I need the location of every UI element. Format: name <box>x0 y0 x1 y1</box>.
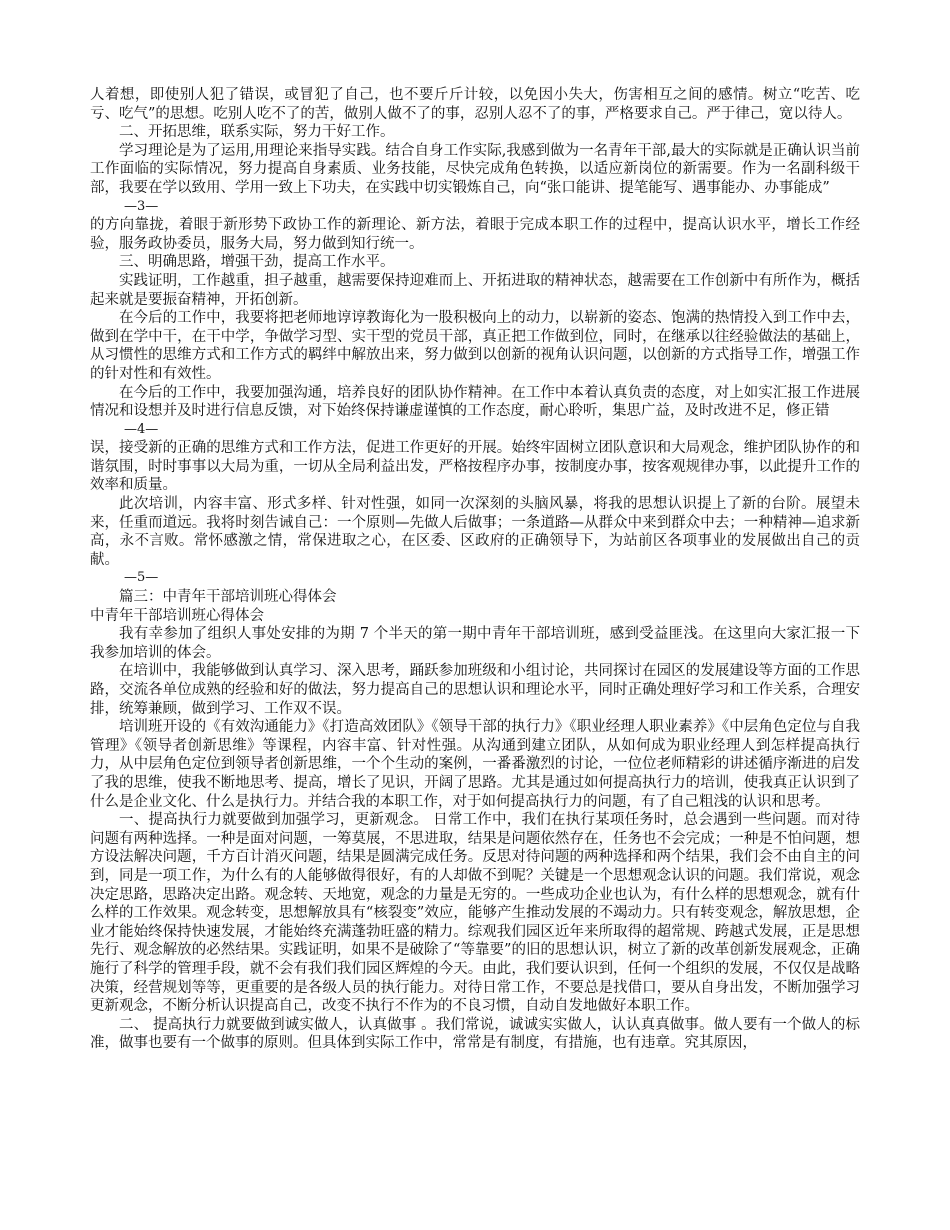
page-number: —3— <box>124 198 159 214</box>
paragraph: 学习理论是为了运用,用理论来指导实践。结合自身工作实际,我感到做为一名青年干部,最大的实际就是正确认识当前工作面临的实际情况，努力提高自身素质、业务技能，尽快完成角色转换，以适应新岗位的新需要。作为一名副科级干部，我要在学以致用、学用一致上下功夫，在实践中切实锻炼自己，向“张口能讲、提笔能写、遇事能办、办事能成” <box>90 142 860 196</box>
paragraph: 此次培训，内容丰富、形式多样、针对性强，如同一次深刻的头脑风暴，将我的思想认识提上了新的台阶。展望未来，任重而道远。我将时刻告诫自己：一个原则—先做人后做事；一条道路—从群众中来到群众中去；一种精神—追求新高，永不言败。常怀感激之情，常保进取之心，在区委、区政府的正确领导下，为站前区各项事业的发展做出自己的贡献。 <box>90 496 860 568</box>
paragraph: 二、开拓思维，联系实际，努力干好工作。 <box>119 124 395 141</box>
paragraph: 中青年干部培训班心得体会 <box>90 607 264 624</box>
document-body <box>90 86 860 1053</box>
paragraph: 三、明确思路，增强干劲，提高工作水平。 <box>119 254 395 271</box>
page-number: —5— <box>124 570 159 586</box>
paragraph: 误，接受新的正确的思维方式和工作方法，促进工作更好的开展。始终牢固树立团队意识和大局观念，维护团队协作的和谐氛围，时时事事以大局为重，一切从全局利益出发，严格按程序办事，按制度办事，按客观规律办事，以此提升工作的效率和质量。 <box>90 440 860 494</box>
paragraph: 实践证明，工作越重，担子越重，越需要保持迎难而上、开拓进取的精神状态，越需要在工作创新中有所作为，概括起来就是要振奋精神，开拓创新。 <box>90 272 860 308</box>
paragraph: 培训班开设的《有效沟通能力》《打造高效团队》《领导干部的执行力》《职业经理人职业素养》《中层角色定位与自我管理》《领导者创新思维》等课程，内容丰富、针对性强。从沟通到建立团队，从如何成为职业经理人到怎样提高执行力，从中层角色定位到领导者创新思维，一个个生动的案例，一番番激烈的讨论，一位位老师精彩的讲述循序渐进的启发了我的思维，使我不断地思考、提高，增长了见识，开阔了思路。尤其是通过如何提高执行力的培训，使我真正认识到了什么是企业文化、什么是执行力。并结合我的本职工作，对于如何提高执行力的问题，有了自己粗浅的认识和思考。 <box>90 719 860 810</box>
paragraph: 的方向靠拢，着眼于新形势下政协工作的新理论、新方法，着眼于完成本职工作的过程中，提高认识水平，增长工作经验，服务政协委员，服务大局，努力做到知行统一。 <box>90 217 860 252</box>
paragraph: 人着想，即使别人犯了错误，或冒犯了自己，也不要斤斤计较，以免因小失大，伤害相互之间的感情。树立“吃苦、吃亏、吃气”的思想。吃别人吃不了的苦，做别人做不了的事，忍别人忍不了的事，严格要求自己。严于律己，宽以待人。 <box>90 87 860 122</box>
paragraph: 在今后的工作中，我要加强沟通，培养良好的团队协作精神。在工作中本着认真负责的态度，对上如实汇报工作进展情况和设想并及时进行信息反馈，对下始终保持谦虚谨慎的工作态度，耐心聆听，集思广益，及时改进不足，修正错 <box>90 384 860 420</box>
paragraph: 在培训中，我能够做到认真学习、深入思考，踊跃参加班级和小组讨论，共同探讨在园区的发展建设等方面的工作思路，交流各单位成熟的经验和好的做法，努力提高自己的思想认识和理论水平，同时正确处理好学习和工作关系，合理安排，统筹兼顾，做到学习、工作双不误。 <box>90 663 860 717</box>
paragraph: 篇三：中青年干部培训班心得体会 <box>119 589 337 606</box>
paragraph: 在今后的工作中，我要将把老师地谆谆教诲化为一股积极向上的动力，以崭新的姿态、饱满的热情投入到工作中去，做到在学中干，在干中学，争做学习型、实干型的党员干部，真正把工作做到位，同时，在继承以往经验做法的基础上，从习惯性的思维方式和工作方式的羁绊中解放出来，努力做到以创新的视角认识问题，以创新的方式指导工作，增强工作的针对性和有效性。 <box>90 310 860 382</box>
paragraph: 一、提高执行力就要做到加强学习，更新观念。 日常工作中，我们在执行某项任务时，总会遇到一些问题。而对待问题有两种选择。一种是面对问题，一筹莫展，不思进取，结果是问题依然存在，任务也不会完成；一种是不怕问题，想方设法解决问题，千方百计消灭问题，结果是圆满完成任务。反思对待问题的两种选择和两个结果，我们会不由自主的问到，同是一项工作，为什么有的人能够做得很好，有的人却做不到呢？关键是一个思想观念认识的问题。我们常说，观念决定思路，思路决定出路。观念转、天地宽，观念的力量是无穷的。一些成功企业也认为，有什么样的思想观念，就有什么样的工作效果。观念转变，思想解放具有“核裂变”效应，能够产生推动发展的不竭动力。只有转变观念，解放思想，企业才能始终保持快速发展，才能始终充满蓬勃旺盛的精力。综观我们园区近年来所取得的超常规、跨越式发展，正是思想先行、观念解放的必然结果。实践证明，如果不是破除了“等靠要”的旧的思想认识，树立了新的改革创新发展观念，正确施行了科学的管理手段，就不会有我们我们园区辉煌的今天。由此，我们要认识到，任何一个组织的发展，不仅仅是战略决策，经营规划等等，更重要的是各级人员的执行能力。对待日常工作，不要总是找借口，要从自身出发，不断加强学习更新观念，不断分析认识提高自己，改变不执行不作为的不良习惯，自动自发地做好本职工作。 <box>90 812 860 1015</box>
page-number: —4— <box>124 421 159 437</box>
paragraph: 我有幸参加了组织人事处安排的为期 7 个半天的第一期中青年干部培训班，感到受益匪浅。在这里向大家汇报一下我参加培训的体会。 <box>90 626 860 661</box>
paragraph: 二、 提高执行力就要做到诚实做人，认真做事 。我们常说，诚诚实实做人，认认真真做事。做人要有一个做人的标准，做事也要有一个做事的原则。但具体到实际工作中，常常是有制度，有措施，也有违章。究其原因， <box>90 1016 860 1052</box>
